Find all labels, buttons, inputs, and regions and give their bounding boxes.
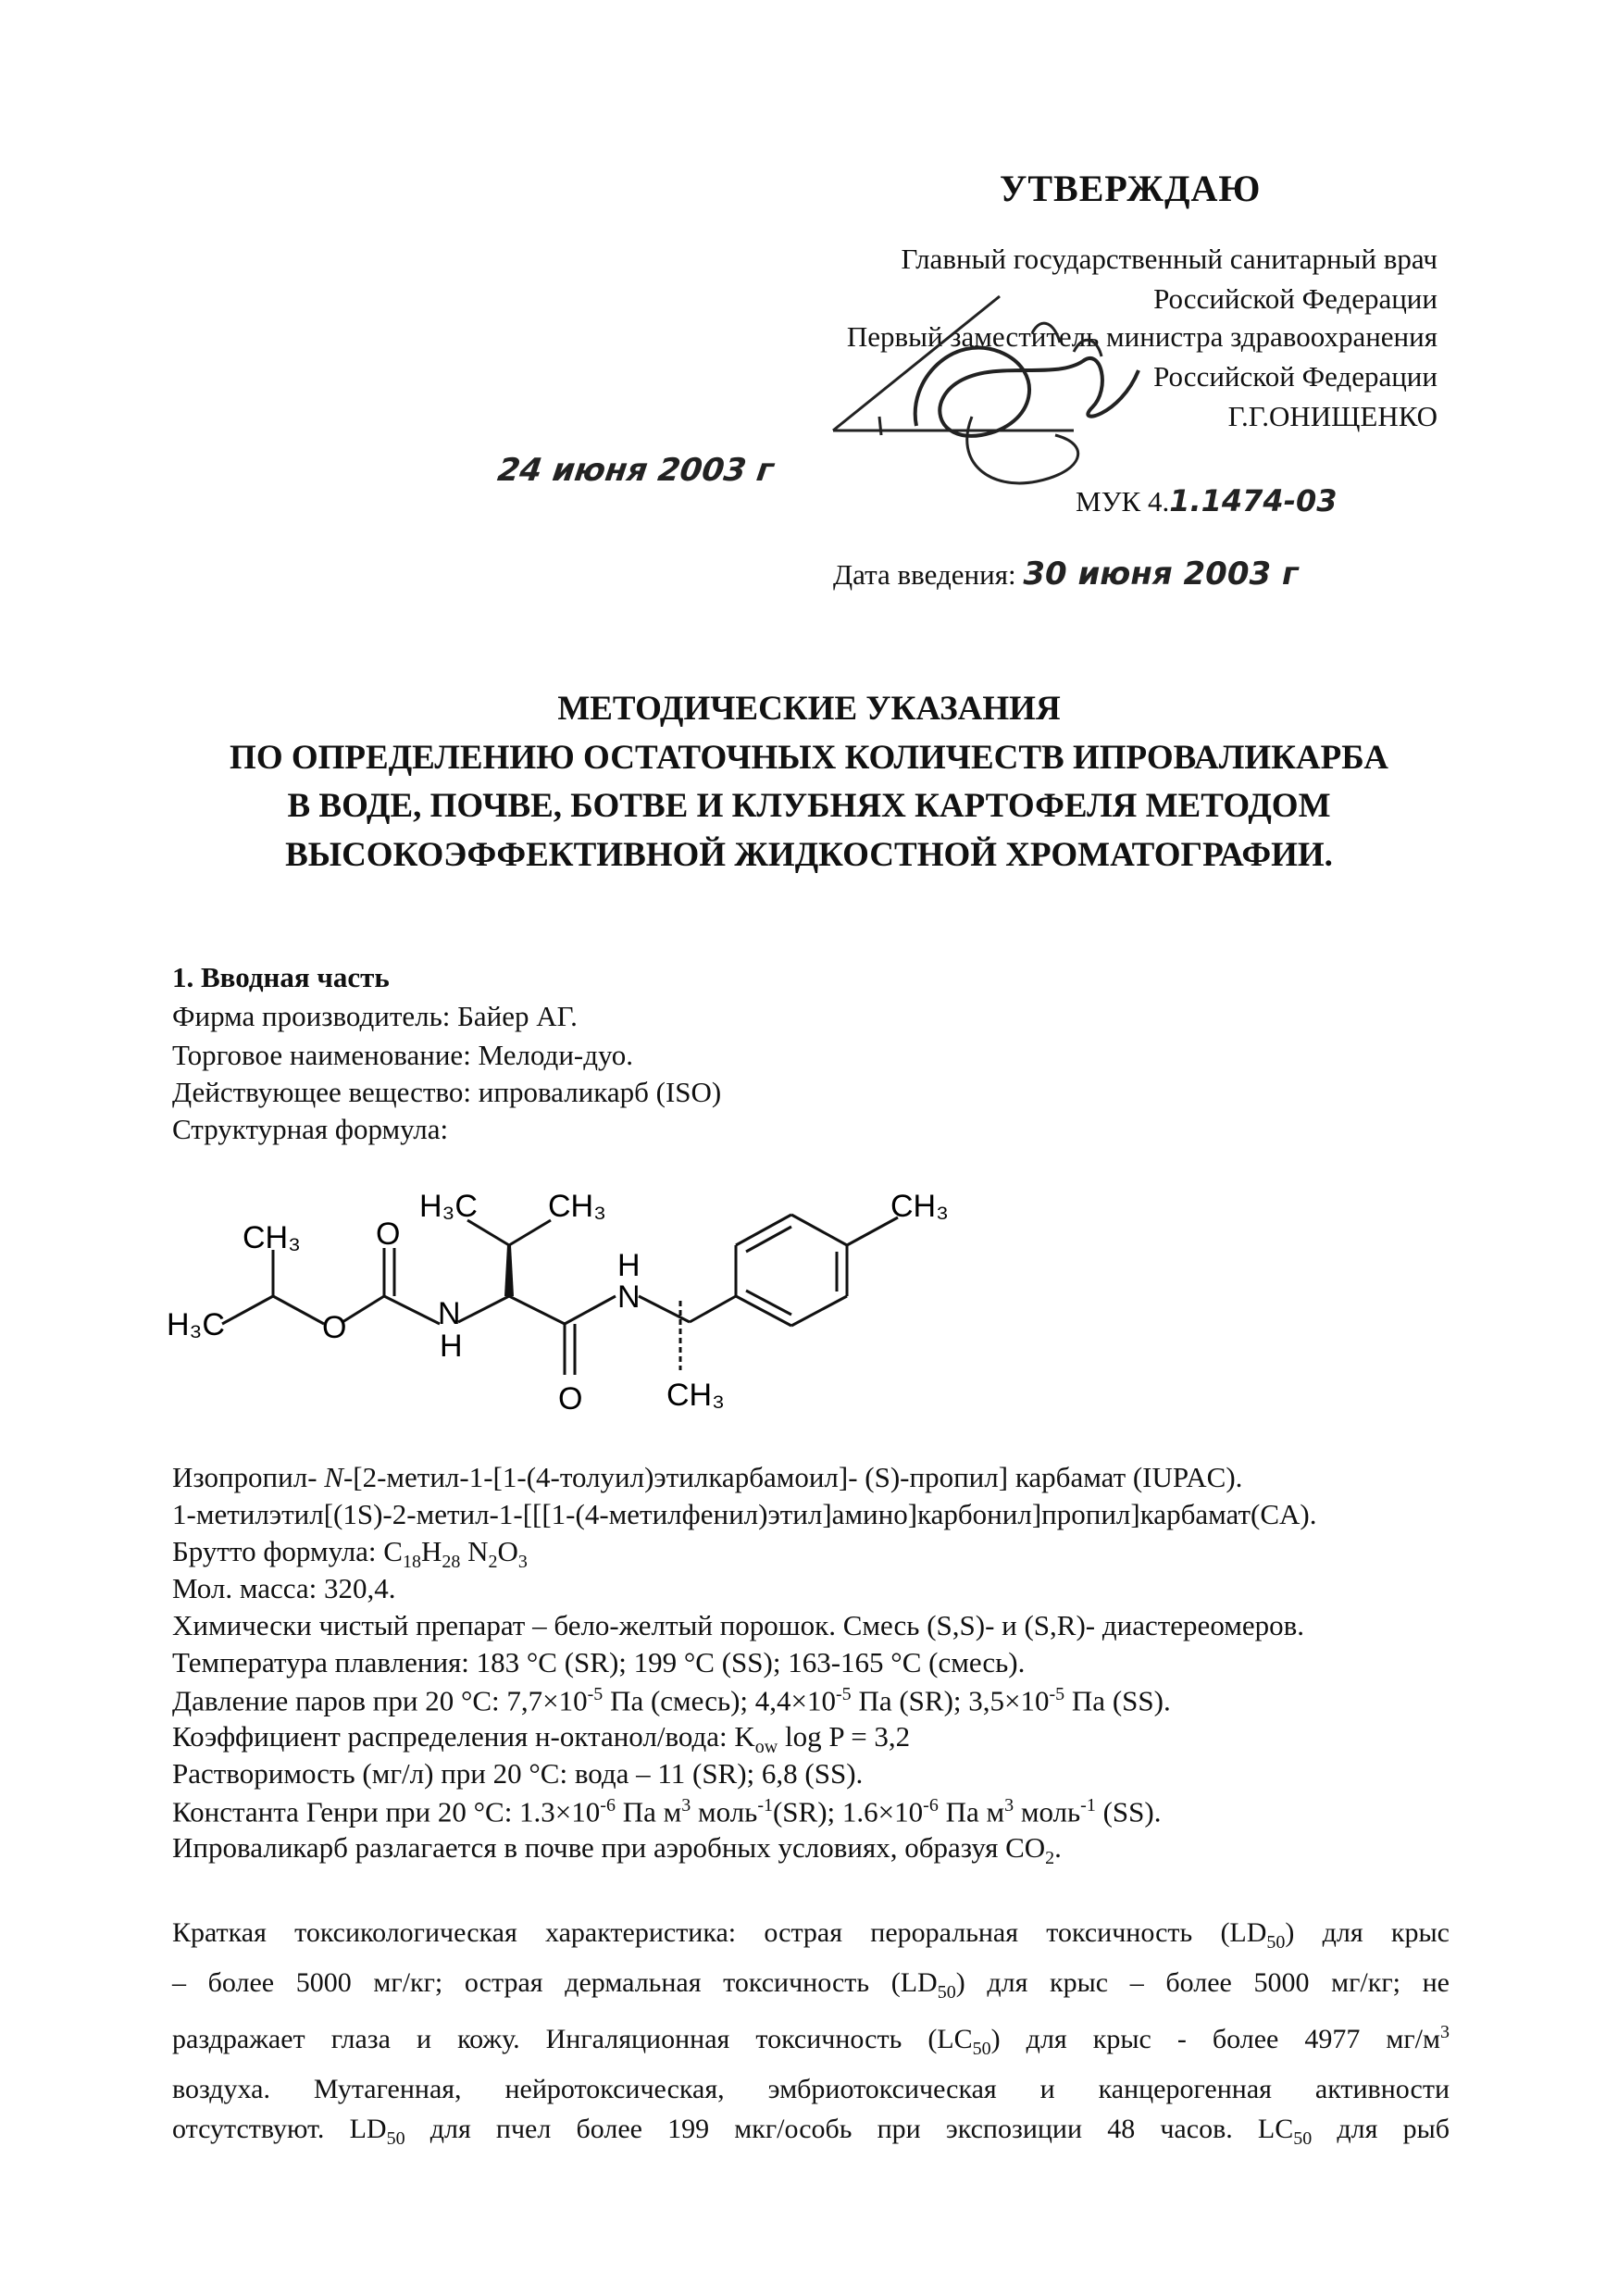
henry-exp: -6	[923, 1795, 939, 1816]
intro-date-handwritten: 30 июня 2003 г	[1023, 555, 1299, 593]
tox-text: отсутствуют. LD	[172, 2114, 387, 2144]
formula-o: O	[497, 1535, 518, 1567]
label-o-amide: O	[558, 1381, 583, 1416]
vp-part: Давление паров при 20 °С: 7,7×10	[172, 1684, 588, 1717]
tox-sub: 50	[1266, 1932, 1286, 1953]
document-title	[0, 685, 1618, 880]
label-h3c-valine: H₃C	[419, 1189, 478, 1224]
tox-text: ) для крыс - более 4977 мг/м	[990, 2024, 1441, 2054]
tox-sub: 50	[972, 2039, 991, 2059]
iupac-rest: -[2-метил-1-[1-(4-толуил)этилкарбамоил]- (S)-пропил] карбамат (IUPAC).	[342, 1461, 1243, 1493]
formula-h: H	[420, 1535, 442, 1567]
label-n-carbamate: N	[438, 1296, 461, 1331]
label-ch3-isopropyl: CH₃	[243, 1220, 301, 1255]
label-h-carbamate: H	[440, 1329, 463, 1364]
formula-n-count: 2	[488, 1552, 498, 1573]
partition-part: log P = 3,2	[778, 1720, 911, 1753]
formula-o-count: 3	[517, 1552, 528, 1573]
tox-sub: 50	[1293, 2128, 1313, 2149]
formula-c: C	[383, 1535, 403, 1567]
formula-n: N	[460, 1535, 489, 1567]
tox-text: ) для крыс	[1285, 1917, 1450, 1948]
approval-title: УТВЕРЖДАЮ	[1000, 168, 1262, 209]
vp-exp: -5	[1049, 1684, 1065, 1704]
vp-part: Па (SR); 3,5×10	[851, 1684, 1050, 1717]
title-line-4: ВЫСОКОЭФФЕКТИВНОЙ ЖИДКОСТНОЙ ХРОМАТОГРАФИИ.	[285, 835, 1333, 874]
title-line-2: ПО ОПРЕДЕЛЕНИЮ ОСТАТОЧНЫХ КОЛИЧЕСТВ ИПРОВАЛИКАРБА	[230, 738, 1388, 777]
gross-formula	[172, 1537, 528, 1571]
henry-part: моль	[1014, 1795, 1081, 1828]
henry-exp: 3	[681, 1795, 691, 1816]
decomp-part: Ипроваликарб разлагается в почве при аэробных условиях, образуя CO	[172, 1831, 1046, 1864]
tox-line-4	[172, 2069, 1450, 2109]
partition-sub: ow	[754, 1737, 778, 1758]
label-ch3-ethyl: CH₃	[666, 1378, 725, 1413]
ca-name: 1-метилэтил[(1S)-2-метил-1-[[[1-(4-метилфенил)этил]амино]карбонил]пропил]карбамат(CA).	[172, 1498, 1317, 1530]
partition-coefficient	[172, 1722, 910, 1756]
handwritten-approval-date: 24 июня 2003 г	[495, 452, 777, 489]
tox-text: для пчел более 199 мкг/особь при экспозиции 48 часов. LC	[404, 2114, 1294, 2144]
tox-line-2	[172, 1963, 1450, 2013]
henry-constant	[172, 1796, 1161, 1826]
tox-text: раздражает глаза и кожу. Ингаляционная токсичность (LC	[172, 2024, 973, 2054]
tox-text: для рыб	[1312, 2114, 1450, 2144]
decomp-part: .	[1054, 1831, 1062, 1864]
active-substance: Действующее вещество: ипроваликарб (ISO)	[172, 1076, 722, 1108]
tox-line-1	[172, 1913, 1450, 1963]
label-h-amide: H	[617, 1248, 641, 1283]
decomposition	[172, 1833, 1062, 1867]
title-line-3: В ВОДЕ, ПОЧВЕ, БОТВЕ И КЛУБНЯХ КАРТОФЕЛЯ МЕТОДОМ	[287, 787, 1331, 826]
henry-part: Константа Генри при 20 °С: 1.3×10	[172, 1795, 601, 1828]
label-ch3-valine: CH₃	[548, 1189, 606, 1224]
henry-exp: -1	[757, 1795, 773, 1816]
label-n-amide: N	[617, 1279, 641, 1315]
tox-sup: 3	[1440, 2022, 1450, 2042]
vapor-pressure	[172, 1685, 1171, 1715]
description: Химически чистый препарат – бело-желтый порошок. Смесь (S,S)- и (S,R)- диастереомеров.	[172, 1609, 1304, 1641]
label-h3c-left: H₃C	[167, 1307, 225, 1342]
toxicology-paragraph	[172, 1913, 1450, 2159]
doc-number	[1076, 483, 1338, 518]
henry-exp: -6	[600, 1795, 616, 1816]
label-o-carbonyl: O	[376, 1217, 401, 1252]
henry-part: (SR); 1.6×10	[772, 1795, 924, 1828]
structural-formula-diagram	[157, 1157, 1083, 1444]
tox-text: – более 5000 мг/кг; острая дермальная токсичность (LD	[172, 1967, 938, 1998]
vp-part: Па (смесь); 4,4×10	[603, 1684, 837, 1717]
tox-sub: 50	[386, 2128, 405, 2149]
henry-exp: -1	[1080, 1795, 1096, 1816]
structural-formula-label: Структурная формула:	[172, 1113, 449, 1145]
manufacturer: Фирма производитель: Байер АГ.	[172, 1000, 578, 1032]
decomp-sub: 2	[1045, 1848, 1055, 1869]
formula-c-count: 18	[402, 1552, 421, 1573]
signature-image	[778, 278, 1203, 509]
formula-label: Брутто формула:	[172, 1535, 384, 1567]
title-line-1: МЕТОДИЧЕСКИЕ УКАЗАНИЯ	[557, 690, 1061, 728]
melting-point: Температура плавления: 183 °С (SR); 199 °С (SS); 163-165 °С (смесь).	[172, 1646, 1026, 1678]
approval-line-4: Российской Федерации	[1153, 360, 1438, 393]
henry-part: Па м	[938, 1795, 1005, 1828]
approval-line-3: Первый заместитель министра здравоохранения	[846, 320, 1438, 353]
molar-mass: Мол. масса: 320,4.	[172, 1572, 396, 1604]
approval-line-2: Российской Федерации	[1153, 282, 1438, 315]
iupac-name	[172, 1463, 1242, 1491]
tox-line-3	[172, 2013, 1450, 2069]
intro-date	[833, 555, 1299, 593]
tox-text: ) для крыс – более 5000 мг/кг; не	[955, 1967, 1450, 1998]
partition-part: Коэффициент распределения н-октанол/вода: K	[172, 1720, 755, 1753]
tox-text: Краткая токсикологическая характеристика: острая пероральная токсичность (LD	[172, 1917, 1267, 1948]
tox-sub: 50	[937, 1982, 956, 2003]
section-heading: 1. Вводная часть	[172, 961, 390, 993]
henry-part: моль	[691, 1795, 758, 1828]
iupac-prefix: Изопропил-	[172, 1461, 325, 1493]
solubility: Растворимость (мг/л) при 20 °С: вода – 11 (SR); 6,8 (SS).	[172, 1757, 864, 1790]
approval-line-1: Главный государственный санитарный врач	[901, 243, 1438, 275]
vp-exp: -5	[587, 1684, 604, 1704]
signer-name: Г.Г.ОНИЩЕНКО	[1227, 400, 1438, 432]
label-o-ester: O	[322, 1310, 347, 1345]
vp-exp: -5	[836, 1684, 852, 1704]
intro-date-label: Дата введения:	[833, 558, 1016, 591]
vp-part: Па (SS).	[1064, 1684, 1171, 1717]
iupac-italic: N	[324, 1461, 343, 1493]
tox-line-5	[172, 2109, 1450, 2159]
henry-part: Па м	[615, 1795, 682, 1828]
trade-name: Торговое наименование: Мелоди-дуо.	[172, 1039, 633, 1071]
tox-text: воздуха. Мутагенная, нейротоксическая, эмбриотоксическая и канцерогенная активности	[172, 2074, 1450, 2104]
henry-exp: 3	[1004, 1795, 1014, 1816]
label-ch3-aryl: CH₃	[890, 1189, 949, 1224]
doc-number-handwritten: 1.1474-03	[1169, 483, 1338, 518]
doc-number-prefix: МУК 4.	[1076, 485, 1170, 518]
henry-part: (SS).	[1095, 1795, 1162, 1828]
formula-h-count: 28	[442, 1552, 461, 1573]
